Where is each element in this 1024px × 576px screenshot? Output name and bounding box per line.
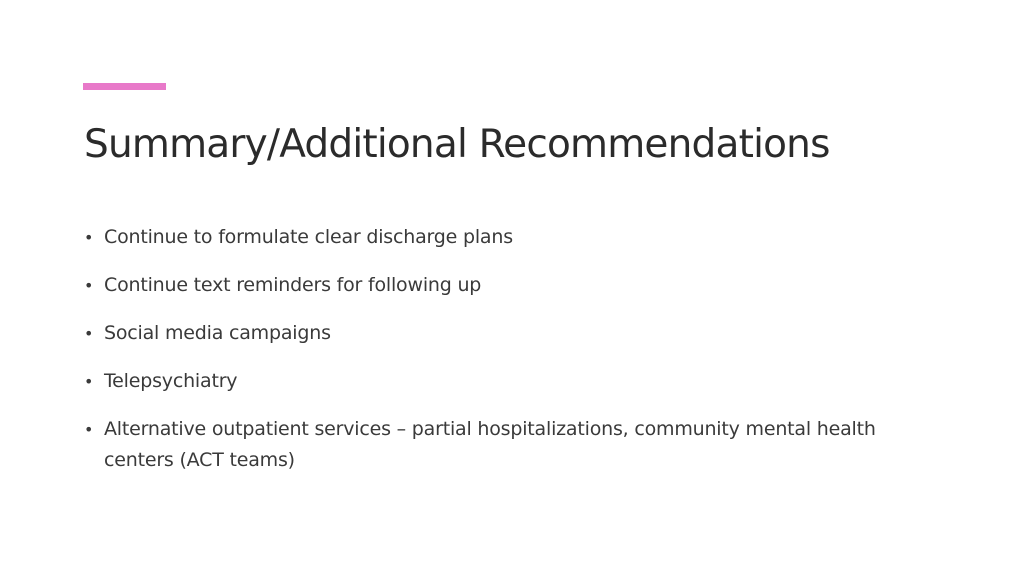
bullet-list xyxy=(84,222,904,493)
bullet-text: Continue text reminders for following up xyxy=(104,274,482,296)
bullet-text: Alternative outpatient services – partial hospitalizations, community mental health centers (ACT teams) xyxy=(104,418,876,471)
list-item xyxy=(84,222,904,253)
bullet-icon: • xyxy=(84,228,94,247)
list-item xyxy=(84,270,904,301)
bullet-text: Social media campaigns xyxy=(104,322,331,344)
title-accent-bar xyxy=(83,83,166,90)
bullet-text: Telepsychiatry xyxy=(104,370,238,392)
bullet-icon: • xyxy=(84,372,94,391)
bullet-icon: • xyxy=(84,276,94,295)
bullet-icon: • xyxy=(84,420,94,439)
bullet-icon: • xyxy=(84,324,94,343)
list-item xyxy=(84,318,904,349)
slide-title: Summary/Additional Recommendations xyxy=(84,122,830,167)
list-item xyxy=(84,366,904,397)
list-item xyxy=(84,414,904,476)
bullet-text: Continue to formulate clear discharge plans xyxy=(104,226,513,248)
